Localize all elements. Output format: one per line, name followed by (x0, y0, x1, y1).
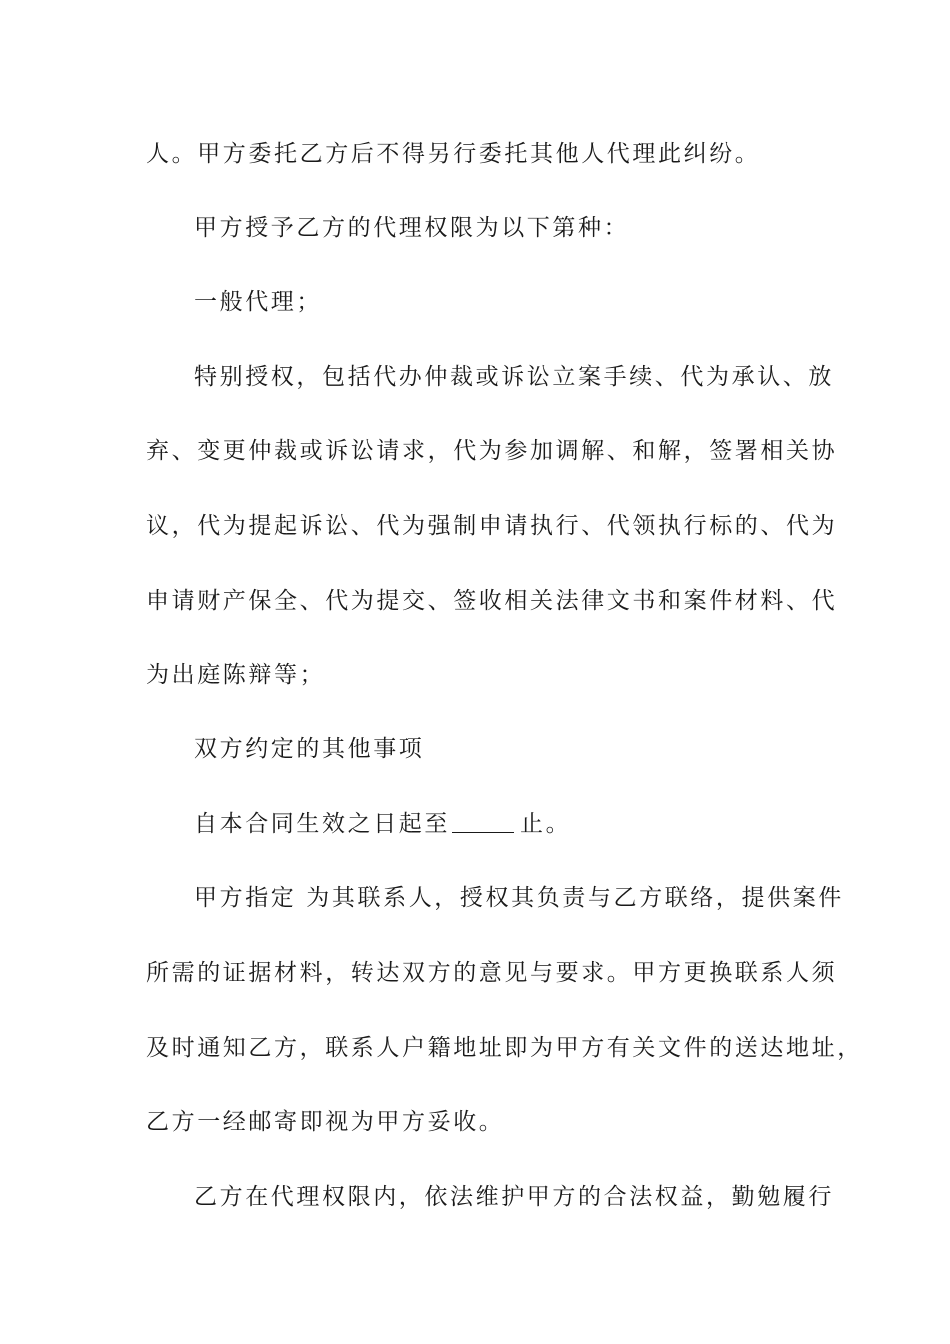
text-line: 人。甲方委托乙方后不得另行委托其他人代理此纠纷。 (146, 141, 761, 167)
text-line: 弃、变更仲裁或诉讼请求，代为参加调解、和解，签署相关协 (146, 438, 838, 464)
term-line-before: 自本合同生效之日起至 (194, 811, 450, 837)
text-line: 乙方在代理权限内，依法维护甲方的合法权益，勤勉履行 (194, 1184, 834, 1210)
text-line: 乙方一经邮寄即视为甲方妥收。 (146, 1109, 505, 1135)
term-line-after: 止。 (520, 811, 572, 837)
text-line: 申请财产保全、代为提交、签收相关法律文书和案件材料、代 (146, 588, 838, 614)
text-line: 双方约定的其他事项 (194, 736, 425, 762)
text-line: 议，代为提起诉讼、代为强制申请执行、代领执行标的、代为 (146, 513, 838, 539)
blank-field (452, 810, 514, 833)
text-line: 为出庭陈辩等； (146, 662, 326, 688)
text-line: 一般代理； (194, 289, 322, 315)
text-line: 及时通知乙方，联系人户籍地址即为甲方有关文件的送达地址， (146, 1035, 863, 1061)
text-line: 甲方指定 为其联系人，授权其负责与乙方联络，提供案件 (194, 885, 844, 911)
text-line: 特别授权，包括代办仲裁或诉讼立案手续、代为承认、放 (194, 364, 834, 390)
text-line: 甲方授予乙方的代理权限为以下第种： (194, 215, 630, 241)
term-line (194, 804, 826, 844)
text-line: 所需的证据材料，转达双方的意见与要求。甲方更换联系人须 (146, 960, 838, 986)
